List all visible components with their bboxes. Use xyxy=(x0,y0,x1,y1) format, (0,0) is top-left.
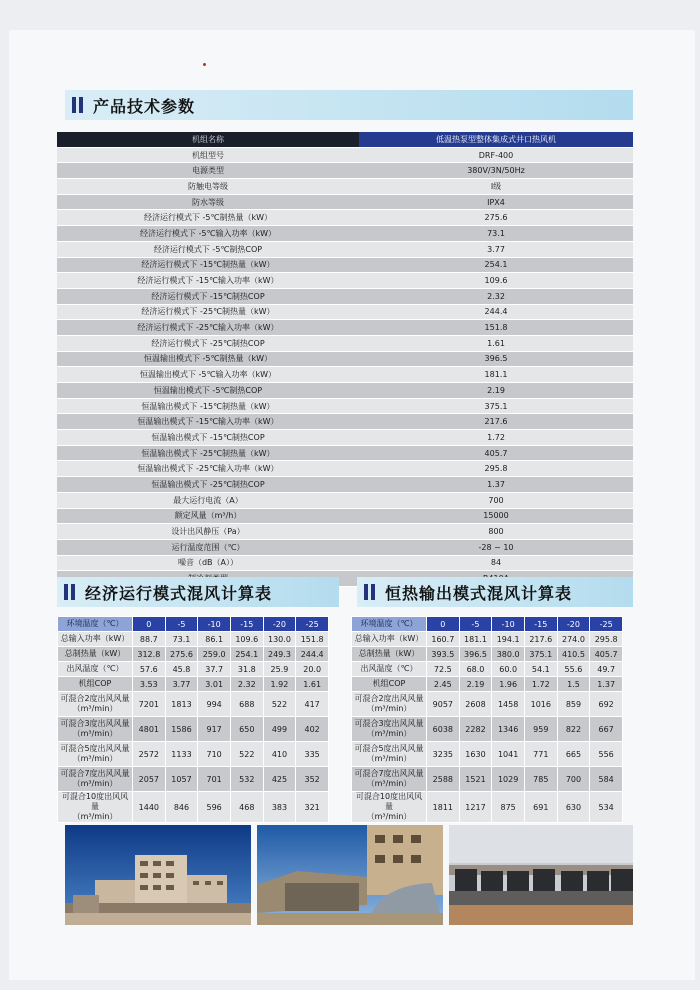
mix-cell: 701 xyxy=(198,767,231,792)
specs-heading xyxy=(65,90,633,120)
spec-label: 恒温输出模式下 -15℃输入功率（kW） xyxy=(57,414,359,430)
mix-cell: 665 xyxy=(557,742,590,767)
mix-row-label xyxy=(58,647,133,662)
mix-row-unit: （m³/min） xyxy=(366,729,412,738)
mix-cell: 522 xyxy=(230,742,263,767)
heading-bar-icon xyxy=(64,584,68,600)
mix-cell: 55.6 xyxy=(557,662,590,677)
spec-row xyxy=(57,477,633,493)
mix-cell: 194.1 xyxy=(492,632,525,647)
spec-label: 经济运行模式下 -25℃输入功率（kW） xyxy=(57,320,359,336)
spec-row xyxy=(57,539,633,555)
spec-value: 1.61 xyxy=(359,335,633,351)
mix-cell: 259.0 xyxy=(198,647,231,662)
mix-row-label xyxy=(352,632,427,647)
constant-mix-table xyxy=(351,616,623,823)
mix-cell: 522 xyxy=(263,692,296,717)
temp-header: -5 xyxy=(165,617,198,632)
mix-row xyxy=(58,717,329,742)
mix-row-label xyxy=(352,767,427,792)
spec-label: 电源类型 xyxy=(57,163,359,179)
mix-cell: 1.61 xyxy=(296,677,329,692)
spec-label: 恒温输出模式下 -5℃输入功率（kW） xyxy=(57,367,359,383)
mix-cell: 556 xyxy=(590,742,623,767)
mix-cell: 60.0 xyxy=(492,662,525,677)
constant-heading xyxy=(357,577,633,607)
mix-header-row xyxy=(352,617,623,632)
mix-cell: 88.7 xyxy=(133,632,166,647)
spec-label: 机组型号 xyxy=(57,147,359,163)
mix-cell: 254.1 xyxy=(230,647,263,662)
mix-cell: 335 xyxy=(296,742,329,767)
spec-value: 1.37 xyxy=(359,477,633,493)
site-photo-building xyxy=(65,825,251,925)
mix-cell: 1811 xyxy=(427,792,460,823)
heading-bar-icon xyxy=(72,97,76,113)
mix-cell: 31.8 xyxy=(230,662,263,677)
spec-value: 800 xyxy=(359,524,633,540)
mix-row-label xyxy=(352,647,427,662)
mix-cell: 275.6 xyxy=(165,647,198,662)
mix-cell: 3235 xyxy=(427,742,460,767)
mix-cell: 2282 xyxy=(459,717,492,742)
mix-cell: 1029 xyxy=(492,767,525,792)
mix-row-label-text: 可混合7度出风风量 xyxy=(354,769,424,778)
mix-cell: 1.37 xyxy=(590,677,623,692)
mix-cell: 1440 xyxy=(133,792,166,823)
spec-row xyxy=(57,226,633,242)
mix-row-label-text: 机组COP xyxy=(372,679,406,688)
mix-row xyxy=(58,767,329,792)
spec-label: 恒温输出模式下 -25℃制热COP xyxy=(57,477,359,493)
mix-row-label xyxy=(58,717,133,742)
spec-row xyxy=(57,383,633,399)
mix-cell: 2.45 xyxy=(427,677,460,692)
spec-label: 经济运行模式下 -15℃制热量（kW） xyxy=(57,257,359,273)
mix-row-unit: （m³/min） xyxy=(366,779,412,788)
spec-label: 经济运行模式下 -25℃制热COP xyxy=(57,335,359,351)
temp-header: -25 xyxy=(590,617,623,632)
spec-value: 3.77 xyxy=(359,241,633,257)
mix-row xyxy=(58,677,329,692)
mix-cell: 410.5 xyxy=(557,647,590,662)
temp-header: -15 xyxy=(524,617,557,632)
mix-cell: 2588 xyxy=(427,767,460,792)
mix-row-unit: （m³/min） xyxy=(366,754,412,763)
mix-cell: 405.7 xyxy=(590,647,623,662)
constant-title: 恒热输出模式混风计算表 xyxy=(385,584,573,603)
mix-cell: 499 xyxy=(263,717,296,742)
mix-row-label-text: 可混合2度出风风量 xyxy=(60,694,130,703)
mix-row xyxy=(352,632,623,647)
mix-cell: 959 xyxy=(524,717,557,742)
mix-cell: 2572 xyxy=(133,742,166,767)
mix-cell: 688 xyxy=(230,692,263,717)
mix-row-label-text: 可混合3度出风风量 xyxy=(60,719,130,728)
mix-cell: 584 xyxy=(590,767,623,792)
spec-row xyxy=(57,210,633,226)
spec-label: 经济运行模式下 -5℃制热COP xyxy=(57,241,359,257)
mix-row-unit: （m³/min） xyxy=(72,704,118,713)
mix-cell: 4801 xyxy=(133,717,166,742)
spec-row xyxy=(57,194,633,210)
mix-cell: 9057 xyxy=(427,692,460,717)
mix-row-label xyxy=(352,662,427,677)
mix-cell: 875 xyxy=(492,792,525,823)
mix-row xyxy=(58,692,329,717)
spec-header-value: 低温热泵型整体集成式井口热风机 xyxy=(359,132,633,147)
temp-header: -20 xyxy=(557,617,590,632)
mix-row-label-text: 总输入功率（kW） xyxy=(60,634,130,643)
temp-header: -20 xyxy=(263,617,296,632)
spec-label: 最大运行电流（A） xyxy=(57,492,359,508)
spec-value: 1.72 xyxy=(359,430,633,446)
mix-cell: 846 xyxy=(165,792,198,823)
spec-row xyxy=(57,524,633,540)
mix-cell: 994 xyxy=(198,692,231,717)
spec-row xyxy=(57,163,633,179)
spec-value: 2.32 xyxy=(359,288,633,304)
spec-label: 恒温输出模式下 -5℃制热量（kW） xyxy=(57,351,359,367)
site-photo-rooftop xyxy=(449,825,633,925)
mix-row-label xyxy=(58,792,133,823)
spec-row xyxy=(57,288,633,304)
mix-row-label-text: 机组COP xyxy=(78,679,112,688)
mix-row-label xyxy=(352,717,427,742)
economy-mix-table xyxy=(57,616,329,823)
mix-row-label xyxy=(352,742,427,767)
temp-header: -25 xyxy=(296,617,329,632)
spec-row xyxy=(57,179,633,195)
mix-cell: 1346 xyxy=(492,717,525,742)
mix-row-unit: （m³/min） xyxy=(72,754,118,763)
spec-row xyxy=(57,241,633,257)
heading-bar-icon xyxy=(79,97,83,113)
heading-bar-icon xyxy=(371,584,375,600)
spec-value: IPX4 xyxy=(359,194,633,210)
spec-value: 217.6 xyxy=(359,414,633,430)
mix-row-label-text: 可混合3度出风风量 xyxy=(354,719,424,728)
spec-label: 经济运行模式下 -5℃制热量（kW） xyxy=(57,210,359,226)
mix-row-label-text: 可混合7度出风风量 xyxy=(60,769,130,778)
spec-value: -28 ~ 10 xyxy=(359,539,633,555)
mix-row-unit: （m³/min） xyxy=(72,812,118,821)
mix-row xyxy=(58,632,329,647)
mix-row xyxy=(352,662,623,677)
mix-cell: 468 xyxy=(230,792,263,823)
spec-row xyxy=(57,414,633,430)
spec-label: 经济运行模式下 -15℃输入功率（kW） xyxy=(57,273,359,289)
spec-label: 恒温输出模式下 -15℃制热量（kW） xyxy=(57,398,359,414)
mix-row xyxy=(58,647,329,662)
mix-cell: 771 xyxy=(524,742,557,767)
mix-cell: 1.72 xyxy=(524,677,557,692)
spec-value: 181.1 xyxy=(359,367,633,383)
mix-row-unit: （m³/min） xyxy=(72,779,118,788)
mix-cell: 1630 xyxy=(459,742,492,767)
spec-value: 375.1 xyxy=(359,398,633,414)
mix-cell: 692 xyxy=(590,692,623,717)
mix-cell: 822 xyxy=(557,717,590,742)
mix-cell: 859 xyxy=(557,692,590,717)
spec-value: 15000 xyxy=(359,508,633,524)
mix-cell: 274.0 xyxy=(557,632,590,647)
ambient-temp-label: 环境温度（℃） xyxy=(352,617,427,632)
mix-cell: 312.8 xyxy=(133,647,166,662)
mix-cell: 3.77 xyxy=(165,677,198,692)
mix-row-label-text: 总制热量（kW） xyxy=(64,649,126,658)
mix-row-label xyxy=(352,792,427,823)
spec-row xyxy=(57,367,633,383)
spec-value: 396.5 xyxy=(359,351,633,367)
spec-row xyxy=(57,335,633,351)
mix-cell: 596 xyxy=(198,792,231,823)
spec-value: 380V/3N/50Hz xyxy=(359,163,633,179)
temp-header: 0 xyxy=(427,617,460,632)
spec-label: 设计出风静压（Pa） xyxy=(57,524,359,540)
print-speck xyxy=(203,63,206,66)
mix-cell: 417 xyxy=(296,692,329,717)
spec-row xyxy=(57,555,633,571)
mix-cell: 249.3 xyxy=(263,647,296,662)
mix-row xyxy=(352,767,623,792)
spec-label: 防触电等级 xyxy=(57,179,359,195)
mix-row-label-text: 总输入功率（kW） xyxy=(354,634,424,643)
spec-label: 经济运行模式下 -15℃制热COP xyxy=(57,288,359,304)
spec-row xyxy=(57,398,633,414)
spec-value: 295.8 xyxy=(359,461,633,477)
spec-label: 防水等级 xyxy=(57,194,359,210)
mix-cell: 49.7 xyxy=(590,662,623,677)
spec-row xyxy=(57,257,633,273)
spec-label: 恒温输出模式下 -5℃制热COP xyxy=(57,383,359,399)
mix-row-label-text: 可混合5度出风风量 xyxy=(60,744,130,753)
mix-cell: 86.1 xyxy=(198,632,231,647)
mix-row-label-text: 总制热量（kW） xyxy=(358,649,420,658)
mix-header-row xyxy=(58,617,329,632)
economy-heading xyxy=(57,577,339,607)
mix-cell: 37.7 xyxy=(198,662,231,677)
heading-bar-icon xyxy=(364,584,368,600)
mix-row-unit: （m³/min） xyxy=(366,704,412,713)
spec-row xyxy=(57,147,633,163)
spec-value: 254.1 xyxy=(359,257,633,273)
specs-title: 产品技术参数 xyxy=(93,97,196,116)
mix-cell: 650 xyxy=(230,717,263,742)
mix-cell: 7201 xyxy=(133,692,166,717)
spec-value: 244.4 xyxy=(359,304,633,320)
spec-row xyxy=(57,508,633,524)
spec-row xyxy=(57,320,633,336)
mix-cell: 160.7 xyxy=(427,632,460,647)
mix-cell: 1016 xyxy=(524,692,557,717)
mix-cell: 425 xyxy=(263,767,296,792)
mix-row-label xyxy=(58,742,133,767)
mix-cell: 54.1 xyxy=(524,662,557,677)
mix-row xyxy=(352,677,623,692)
mix-cell: 1813 xyxy=(165,692,198,717)
mix-row-label xyxy=(58,767,133,792)
mix-cell: 295.8 xyxy=(590,632,623,647)
mix-row-label-text: 可混合10度出风风量 xyxy=(61,792,129,811)
mix-cell: 130.0 xyxy=(263,632,296,647)
mix-row-label xyxy=(58,662,133,677)
mix-cell: 244.4 xyxy=(296,647,329,662)
spec-value: 109.6 xyxy=(359,273,633,289)
mix-cell: 2057 xyxy=(133,767,166,792)
spec-row xyxy=(57,304,633,320)
mix-row-label xyxy=(58,632,133,647)
mix-row-label xyxy=(58,692,133,717)
temp-header: 0 xyxy=(133,617,166,632)
spec-value: DRF-400 xyxy=(359,147,633,163)
mix-cell: 710 xyxy=(198,742,231,767)
mix-cell: 785 xyxy=(524,767,557,792)
spec-row xyxy=(57,351,633,367)
ambient-temp-label: 环境温度（℃） xyxy=(58,617,133,632)
mix-cell: 2.19 xyxy=(459,677,492,692)
mix-cell: 1041 xyxy=(492,742,525,767)
mix-cell: 1057 xyxy=(165,767,198,792)
spec-label: 经济运行模式下 -5℃输入功率（kW） xyxy=(57,226,359,242)
mix-cell: 691 xyxy=(524,792,557,823)
mix-row-label-text: 出风温度（℃） xyxy=(66,664,124,673)
spec-label: 额定风量（m³/h） xyxy=(57,508,359,524)
mix-cell: 2.32 xyxy=(230,677,263,692)
mix-cell: 68.0 xyxy=(459,662,492,677)
mix-cell: 20.0 xyxy=(296,662,329,677)
mix-row xyxy=(352,717,623,742)
mix-cell: 380.0 xyxy=(492,647,525,662)
spec-label: 恒温输出模式下 -25℃制热量（kW） xyxy=(57,445,359,461)
mix-cell: 402 xyxy=(296,717,329,742)
mix-cell: 352 xyxy=(296,767,329,792)
mix-cell: 630 xyxy=(557,792,590,823)
mix-cell: 217.6 xyxy=(524,632,557,647)
economy-title: 经济运行模式混风计算表 xyxy=(85,584,273,603)
mix-row-label xyxy=(58,677,133,692)
spec-label: 经济运行模式下 -25℃制热量（kW） xyxy=(57,304,359,320)
mix-row-label xyxy=(352,692,427,717)
spec-value: 73.1 xyxy=(359,226,633,242)
spec-value: 151.8 xyxy=(359,320,633,336)
mix-cell: 375.1 xyxy=(524,647,557,662)
mix-cell: 1133 xyxy=(165,742,198,767)
mix-row xyxy=(58,792,329,823)
mix-cell: 1586 xyxy=(165,717,198,742)
mix-row xyxy=(58,662,329,677)
spec-value: 700 xyxy=(359,492,633,508)
spec-row xyxy=(57,492,633,508)
mix-cell: 45.8 xyxy=(165,662,198,677)
mix-row-unit: （m³/min） xyxy=(366,812,412,821)
mix-row xyxy=(58,742,329,767)
mix-row-label-text: 可混合10度出风风量 xyxy=(355,792,423,811)
spec-value: 2.19 xyxy=(359,383,633,399)
mix-cell: 25.9 xyxy=(263,662,296,677)
mix-cell: 410 xyxy=(263,742,296,767)
mix-cell: 393.5 xyxy=(427,647,460,662)
mix-cell: 383 xyxy=(263,792,296,823)
spec-label: 恒温输出模式下 -25℃输入功率（kW） xyxy=(57,461,359,477)
spec-label: 噪音（dB（A）） xyxy=(57,555,359,571)
mix-cell: 532 xyxy=(230,767,263,792)
mix-cell: 3.53 xyxy=(133,677,166,692)
mix-cell: 1.5 xyxy=(557,677,590,692)
heading-bar-icon xyxy=(71,584,75,600)
mix-cell: 151.8 xyxy=(296,632,329,647)
mix-cell: 57.6 xyxy=(133,662,166,677)
mix-cell: 73.1 xyxy=(165,632,198,647)
temp-header: -15 xyxy=(230,617,263,632)
mix-cell: 700 xyxy=(557,767,590,792)
spec-value: 84 xyxy=(359,555,633,571)
spec-label: 恒温输出模式下 -15℃制热COP xyxy=(57,430,359,446)
mix-cell: 72.5 xyxy=(427,662,460,677)
mix-row-label-text: 可混合5度出风风量 xyxy=(354,744,424,753)
mix-cell: 1.92 xyxy=(263,677,296,692)
spec-row xyxy=(57,445,633,461)
mix-cell: 917 xyxy=(198,717,231,742)
mix-row-label-text: 出风温度（℃） xyxy=(360,664,418,673)
mix-cell: 1217 xyxy=(459,792,492,823)
spec-table xyxy=(57,132,633,587)
spec-value: 405.7 xyxy=(359,445,633,461)
mix-row xyxy=(352,692,623,717)
mix-row xyxy=(352,647,623,662)
spec-value: 275.6 xyxy=(359,210,633,226)
spec-row xyxy=(57,430,633,446)
mix-cell: 1521 xyxy=(459,767,492,792)
mix-cell: 3.01 xyxy=(198,677,231,692)
mix-row-label-text: 可混合2度出风风量 xyxy=(354,694,424,703)
spec-label: 运行温度范围（℃） xyxy=(57,539,359,555)
spec-row xyxy=(57,461,633,477)
mix-cell: 667 xyxy=(590,717,623,742)
mix-cell: 2608 xyxy=(459,692,492,717)
mix-cell: 109.6 xyxy=(230,632,263,647)
spec-value: I级 xyxy=(359,179,633,195)
temp-header: -10 xyxy=(198,617,231,632)
mix-row xyxy=(352,792,623,823)
mix-row-label xyxy=(352,677,427,692)
mix-cell: 6038 xyxy=(427,717,460,742)
mix-cell: 181.1 xyxy=(459,632,492,647)
spec-row xyxy=(57,273,633,289)
temp-header: -5 xyxy=(459,617,492,632)
mix-cell: 1.96 xyxy=(492,677,525,692)
spec-header-row xyxy=(57,132,633,147)
temp-header: -10 xyxy=(492,617,525,632)
site-photo-unit xyxy=(257,825,443,925)
spec-header-label: 机组名称 xyxy=(57,132,359,147)
mix-cell: 321 xyxy=(296,792,329,823)
mix-row-unit: （m³/min） xyxy=(72,729,118,738)
mix-cell: 396.5 xyxy=(459,647,492,662)
mix-cell: 534 xyxy=(590,792,623,823)
mix-row xyxy=(352,742,623,767)
mix-cell: 1458 xyxy=(492,692,525,717)
